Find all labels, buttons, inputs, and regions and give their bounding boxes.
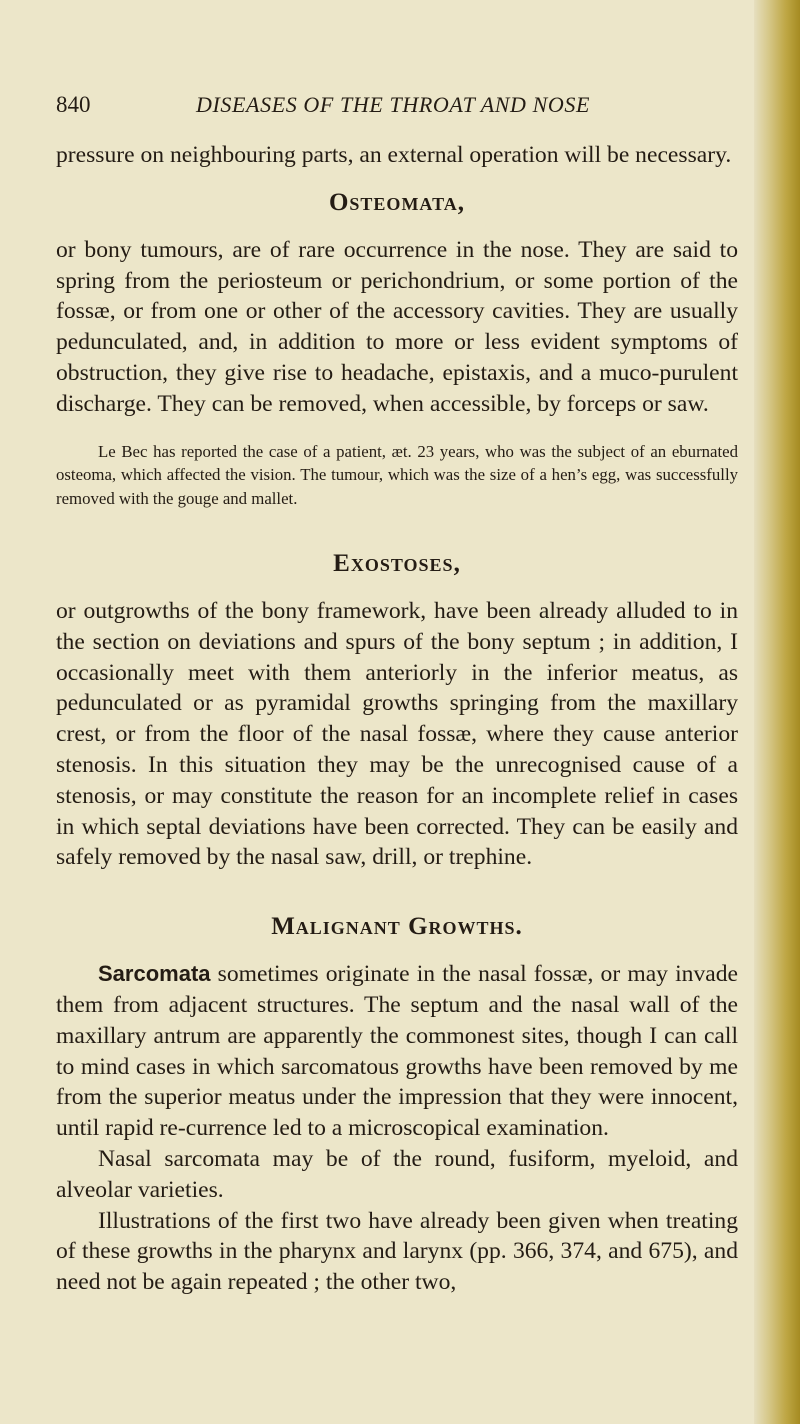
intro-paragraph: pressure on neighbouring parts, an external operation will be necessary. [56, 142, 732, 168]
exostoses-paragraph: or outgrowths of the bony framework, have been already alluded to in the section on deviations and spurs of the bony septum ; in addition, I occasionally meet with them anteriorly in the inferior meatus, as pedunculated or as pyramidal growths springing from the maxillary crest, or from the floor of the nasal fossæ, where they cause anterior stenosis. In this situation they may be the unrecognised cause of a stenosis, or may constitute the reason for an incomplete relief in cases in which septal deviations have been corrected. They can be easily and safely removed by the nasal saw, drill, or trephine. [56, 598, 738, 871]
page-number: 840 [56, 92, 91, 117]
page-edge [754, 0, 800, 1424]
running-head [56, 92, 746, 122]
sarcomata-paragraph [56, 959, 738, 1144]
sarcomata-paragraph-text: sometimes originate in the nasal fossæ, or may invade them from adjacent structures. The septum and the nasal wall of the maxillary antrum are apparently the commonest sites, though I can call to mind cases in which sarcomatous growths have been removed by me from the superior meatus under the impression that they were innocent, until rapid re-currence led to a microscopical examination. [56, 961, 738, 1142]
heading-malignant-growths: Malignant Growths. [271, 913, 523, 941]
illustrations-paragraph: Illustrations of the first two have already been given when treating of these growths in the pharynx and larynx (pp. 366, 374, and 675), and need not be again repeated ; the other two, [56, 1207, 738, 1296]
osteomata-paragraph: or bony tumours, are of rare occurrence in the nose. They are said to spring from the periosteum or perichondrium, or some portion of the fossæ, or from one or other of the accessory cavities. They are usually pedunculated, and, in addition to more or less evident symptoms of obstruction, they give rise to headache, epistaxis, and a muco-purulent discharge. They can be removed, when accessible, by forceps or saw. [56, 236, 738, 417]
sarcomata-lead-term: Sarcomata [98, 961, 211, 987]
sarcomata-varieties-paragraph: Nasal sarcomata may be of the round, fusiform, myeloid, and alveolar varieties. [56, 1146, 738, 1203]
heading-osteomata: Osteomata, [328, 188, 466, 216]
heading-exostoses: Exostoses, [333, 550, 461, 578]
body-text [56, 140, 738, 1298]
osteomata-case-note: Le Bec has reported the case of a patient, æt. 23 years, who was the subject of an eburnated osteoma, which affected the vision. The tumour, which was the size of a hen’s egg, was successfully removed with the gouge and mallet. [56, 441, 738, 508]
running-title: DISEASES OF THE THROAT AND NOSE [196, 92, 591, 117]
